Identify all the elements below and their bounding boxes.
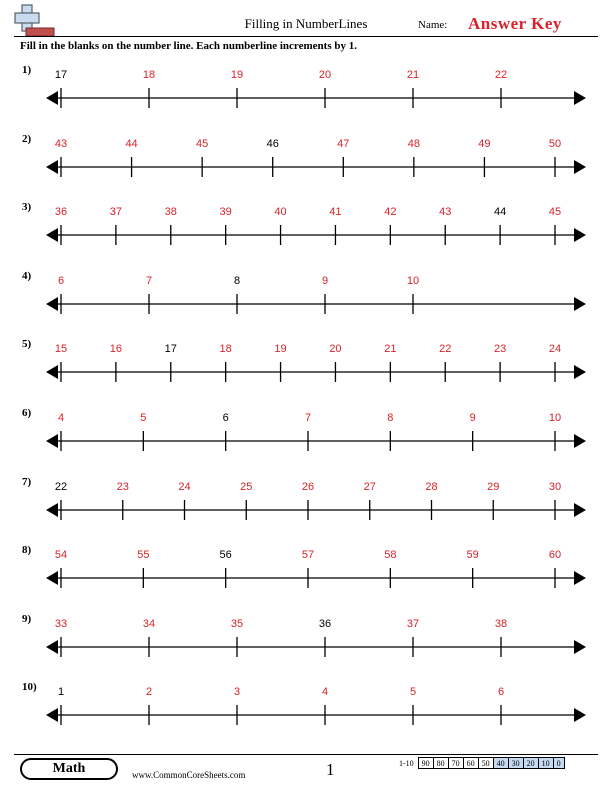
given-number-label: 17 (164, 343, 177, 355)
answer-number-label: 10 (406, 275, 420, 287)
answer-number-label: 55 (137, 549, 150, 561)
right-arrow-icon (574, 91, 586, 105)
answer-number-label: 37 (406, 618, 420, 630)
answer-number-label: 45 (196, 138, 209, 150)
answer-number-label: 30 (548, 481, 562, 493)
right-arrow-icon (574, 365, 586, 379)
answer-number-label: 20 (318, 69, 332, 81)
answer-number-label: 3 (233, 686, 241, 698)
problem-number: 6) (22, 407, 32, 419)
problem-number: 4) (22, 270, 32, 282)
answer-number-label: 40 (274, 206, 287, 218)
problem-number: 7) (22, 476, 32, 488)
problem-number: 8) (22, 544, 32, 556)
answer-number-label: 44 (125, 138, 138, 150)
score-cell: 30 (508, 758, 523, 769)
answer-key-label: Answer Key (468, 14, 562, 33)
answer-number-label: 57 (301, 549, 315, 561)
name-label: Name: (418, 19, 448, 31)
answer-number-label: 15 (54, 343, 68, 355)
footer-divider (14, 754, 598, 755)
given-number-label: 44 (493, 206, 507, 218)
number-line (0, 611, 612, 661)
answer-number-label: 28 (425, 481, 438, 493)
answer-number-label: 38 (164, 206, 177, 218)
answer-number-label: 20 (329, 343, 342, 355)
answer-number-label: 21 (406, 69, 420, 81)
answer-number-label: 33 (54, 618, 68, 630)
score-cell: 70 (448, 758, 463, 769)
given-number-label: 1 (57, 686, 65, 698)
given-number-label: 8 (233, 275, 241, 287)
answer-number-label: 18 (219, 343, 232, 355)
answer-number-label: 43 (439, 206, 452, 218)
problem-number: 10) (22, 681, 37, 693)
number-line (0, 199, 612, 249)
answer-number-label: 22 (439, 343, 452, 355)
answer-number-label: 8 (387, 412, 394, 424)
page-title: Filling in NumberLines (244, 16, 368, 31)
answer-number-label: 21 (384, 343, 397, 355)
left-arrow-icon (46, 91, 58, 105)
answer-number-label: 23 (116, 481, 129, 493)
answer-number-label: 34 (142, 618, 156, 630)
score-cell: 80 (433, 758, 448, 769)
answer-number-label: 9 (469, 412, 476, 424)
score-cell: 20 (523, 758, 538, 769)
header-divider (14, 36, 598, 37)
number-line (0, 268, 612, 318)
problem-number: 9) (22, 613, 32, 625)
answer-number-label: 19 (230, 69, 244, 81)
score-cell: 0 (553, 758, 564, 769)
left-arrow-icon (46, 160, 58, 174)
number-line (0, 679, 612, 729)
answer-number-label: 6 (57, 275, 65, 287)
number-line (0, 131, 612, 181)
answer-number-label: 2 (145, 686, 153, 698)
answer-number-label: 25 (240, 481, 253, 493)
score-range-label: 1-10 (399, 758, 414, 768)
right-arrow-icon (574, 228, 586, 242)
answer-number-label: 9 (321, 275, 329, 287)
left-arrow-icon (46, 640, 58, 654)
instructions: Fill in the blanks on the number line. Each numberline increments by 1. (20, 40, 357, 52)
number-line (0, 542, 612, 592)
score-cell: 60 (463, 758, 478, 769)
right-arrow-icon (574, 640, 586, 654)
answer-number-label: 37 (109, 206, 123, 218)
given-number-label: 17 (54, 69, 68, 81)
given-number-label: 36 (318, 618, 332, 630)
answer-number-label: 26 (301, 481, 315, 493)
answer-number-label: 59 (466, 549, 479, 561)
answer-number-label: 24 (178, 481, 191, 493)
problem-number: 5) (22, 338, 32, 350)
page-number: 1 (326, 760, 335, 779)
answer-number-label: 7 (304, 412, 312, 424)
right-arrow-icon (574, 571, 586, 585)
answer-number-label: 50 (548, 138, 562, 150)
score-cell: 50 (478, 758, 493, 769)
right-arrow-icon (574, 434, 586, 448)
answer-number-label: 19 (274, 343, 287, 355)
answer-number-label: 22 (494, 69, 508, 81)
problem-number: 3) (22, 201, 32, 213)
left-arrow-icon (46, 708, 58, 722)
given-number-label: 56 (219, 549, 232, 561)
answer-number-label: 18 (142, 69, 156, 81)
given-number-label: 6 (222, 412, 229, 424)
answer-number-label: 5 (409, 686, 417, 698)
right-arrow-icon (574, 503, 586, 517)
answer-number-label: 36 (54, 206, 68, 218)
answer-number-label: 27 (363, 481, 376, 493)
left-arrow-icon (46, 434, 58, 448)
answer-number-label: 49 (478, 138, 491, 150)
score-table (396, 757, 565, 769)
answer-number-label: 24 (548, 343, 562, 355)
right-arrow-icon (574, 297, 586, 311)
answer-number-label: 39 (219, 206, 232, 218)
answer-number-label: 35 (230, 618, 244, 630)
left-arrow-icon (46, 365, 58, 379)
right-arrow-icon (574, 160, 586, 174)
answer-number-label: 43 (54, 138, 68, 150)
answer-number-label: 41 (329, 206, 342, 218)
answer-number-label: 10 (548, 412, 562, 424)
answer-number-label: 4 (57, 412, 65, 424)
answer-number-label: 6 (497, 686, 505, 698)
given-number-label: 22 (54, 481, 68, 493)
number-line (0, 62, 612, 112)
answer-number-label: 5 (140, 412, 147, 424)
number-line (0, 336, 612, 386)
answer-number-label: 42 (384, 206, 397, 218)
number-line (0, 405, 612, 455)
score-cell: 90 (418, 758, 433, 769)
right-arrow-icon (574, 708, 586, 722)
answer-number-label: 23 (493, 343, 507, 355)
answer-number-label: 54 (54, 549, 68, 561)
answer-number-label: 29 (487, 481, 500, 493)
answer-number-label: 16 (109, 343, 123, 355)
left-arrow-icon (46, 503, 58, 517)
score-cell: 40 (493, 758, 508, 769)
left-arrow-icon (46, 297, 58, 311)
answer-number-label: 7 (145, 275, 153, 287)
given-number-label: 46 (266, 138, 279, 150)
left-arrow-icon (46, 228, 58, 242)
answer-number-label: 47 (337, 138, 350, 150)
number-line (0, 474, 612, 524)
left-arrow-icon (46, 571, 58, 585)
problem-number: 2) (22, 133, 32, 145)
answer-number-label: 48 (407, 138, 420, 150)
website-text: www.CommonCoreSheets.com (132, 770, 246, 780)
answer-number-label: 38 (494, 618, 508, 630)
problem-number: 1) (22, 64, 32, 76)
score-cell: 10 (538, 758, 553, 769)
answer-number-label: 60 (548, 549, 562, 561)
answer-number-label: 45 (548, 206, 562, 218)
subject-badge: Math (20, 758, 118, 780)
answer-number-label: 58 (384, 549, 397, 561)
answer-number-label: 4 (321, 686, 329, 698)
